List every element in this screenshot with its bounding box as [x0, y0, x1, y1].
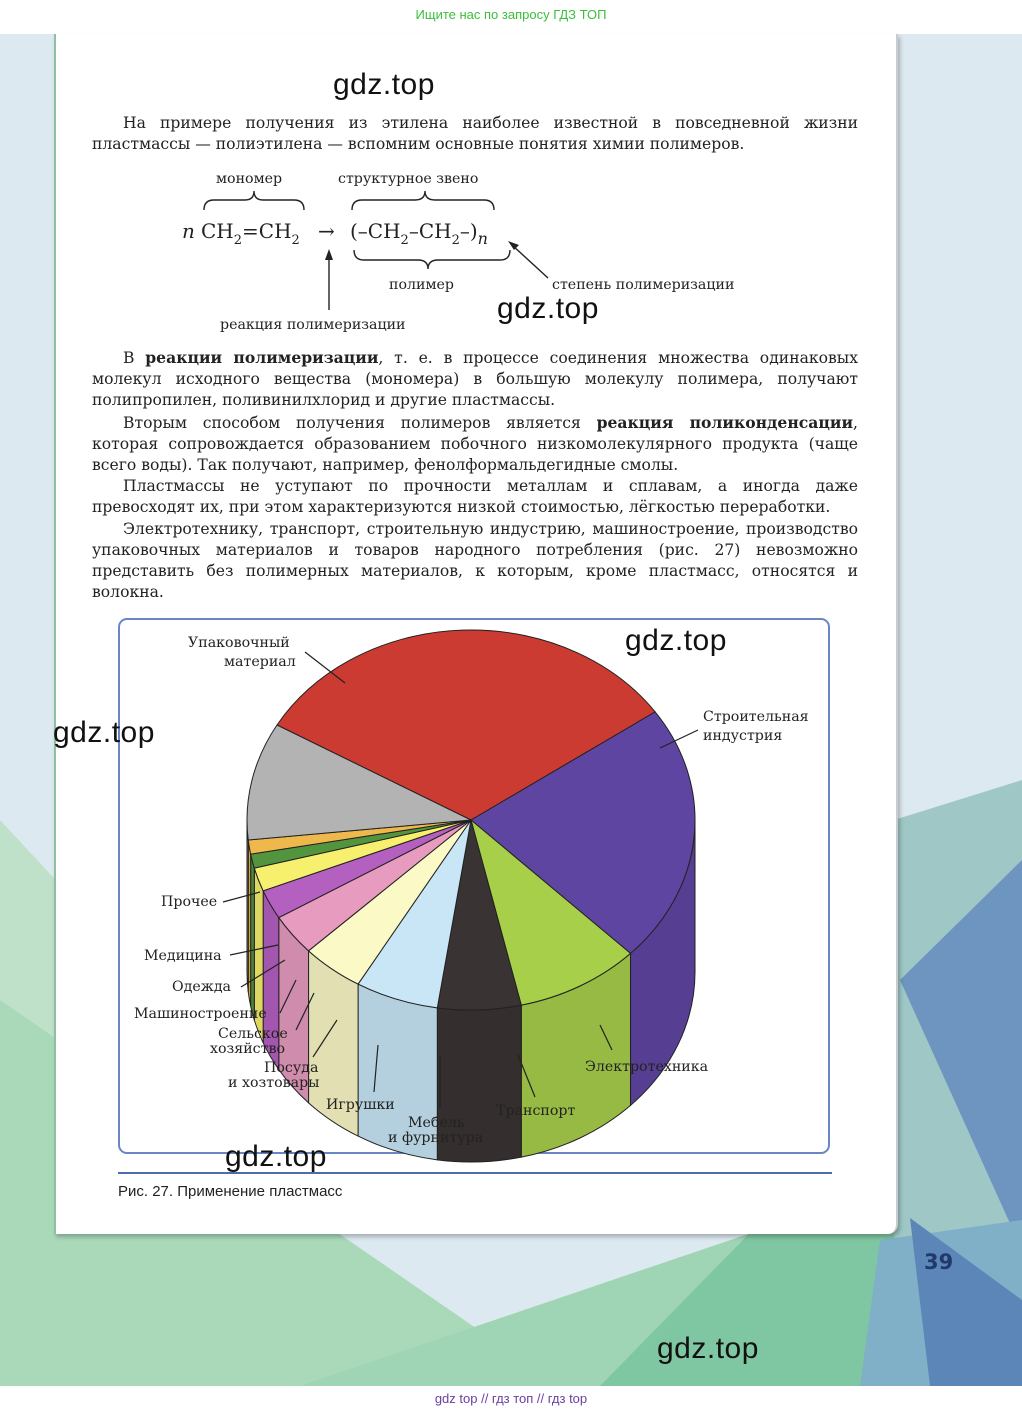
paragraph-1: В реакции полимеризации, т. е. в процессе соединения множества одинаковых молекул исходного вещества (мономера) в большую молекулу полимера, получают полипропилен, поливинилхлорид и другие пластмассы.: [92, 348, 858, 410]
formula-polymer: $(-CH_2-CH_2-)_n$: [350, 219, 488, 248]
label-other: Прочее: [161, 894, 218, 910]
formula-n: n: [182, 219, 195, 243]
label-medicine: Медицина: [144, 948, 222, 964]
label-packaging-2: материал: [224, 654, 296, 670]
watermark: gdz.top: [53, 716, 155, 749]
paragraph-3: Пластмассы не уступают по прочности металлам и сплавам, а иногда даже превосходят их, при этом характеризуются низкой стоимостью, лёгкостью переработки.: [92, 477, 858, 517]
label-agri-1: Сельское: [218, 1026, 288, 1042]
formula-monomer: $CH_2=CH_2$: [201, 219, 300, 248]
figure-caption: Рис. 27. Применение пластмасс: [118, 1183, 343, 1200]
label-electro: Электротехника: [585, 1059, 709, 1075]
label-degree: степень полимеризации: [552, 277, 735, 293]
page-number: 39: [924, 1250, 954, 1274]
label-machine: Машиностроение: [134, 1006, 267, 1022]
label-construction-2: индустрия: [703, 728, 783, 744]
watermark: gdz.top: [657, 1332, 759, 1365]
top-banner-text: Ищите нас по запросу ГДЗ ТОП: [415, 7, 607, 22]
paragraph-2: Вторым способом получения полимеров является реакция поликонденсации, которая сопровождается образованием побочного низкомолекулярного продукта (чаще всего воды). Так получают, например, фенолформальдегидные смолы.: [92, 412, 858, 475]
label-dishes-2: и хозтовары: [228, 1075, 320, 1091]
pie-side-9: [251, 854, 255, 1020]
label-toys: Игрушки: [326, 1097, 395, 1113]
label-dishes-1: Посуда: [264, 1060, 319, 1076]
term-polymerization: реакции полимеризации: [145, 348, 379, 367]
watermark: gdz.top: [497, 292, 599, 325]
pie-top: [247, 630, 695, 1010]
label-polymer: полимер: [389, 277, 454, 293]
bottom-banner: [0, 1386, 1022, 1416]
label-structural-unit: структурное звено: [338, 171, 479, 187]
label-packaging-1: Упаковочный: [188, 635, 290, 651]
formula-arrow: →: [318, 219, 335, 243]
label-monomer: мономер: [216, 171, 283, 187]
pie-side-11: [247, 820, 248, 992]
label-transport: Транспорт: [496, 1103, 576, 1119]
label-furniture-2: и фурнитура: [388, 1130, 484, 1146]
label-reaction: реакция полимеризации: [220, 317, 406, 333]
paragraph-4: Электротехнику, транспорт, строительную индустрию, машиностроение, производство упаковочных материалов и товаров народного потребления (рис. 27) невозможно представить без полимерных материалов, к которым, кроме пластмасс, относятся и волокна.: [92, 519, 858, 602]
watermark: gdz.top: [625, 624, 727, 657]
watermark: gdz.top: [333, 68, 435, 101]
label-furniture-1: Мебель: [408, 1115, 465, 1131]
term-polycondensation: реакция поликонденсации: [596, 412, 854, 432]
watermark: gdz.top: [225, 1140, 327, 1173]
label-construction-1: Строительная: [703, 709, 809, 725]
label-agri-2: хозяйство: [210, 1041, 286, 1057]
bottom-banner-text: gdz top // гдз топ // гдз top: [434, 1391, 588, 1406]
label-clothes: Одежда: [172, 979, 232, 995]
intro-text: На примере получения из этилена наиболее известной в повседневной жизни пластмассы — полиэтилена — вспомним основные понятия химии полимеров.: [92, 114, 858, 154]
